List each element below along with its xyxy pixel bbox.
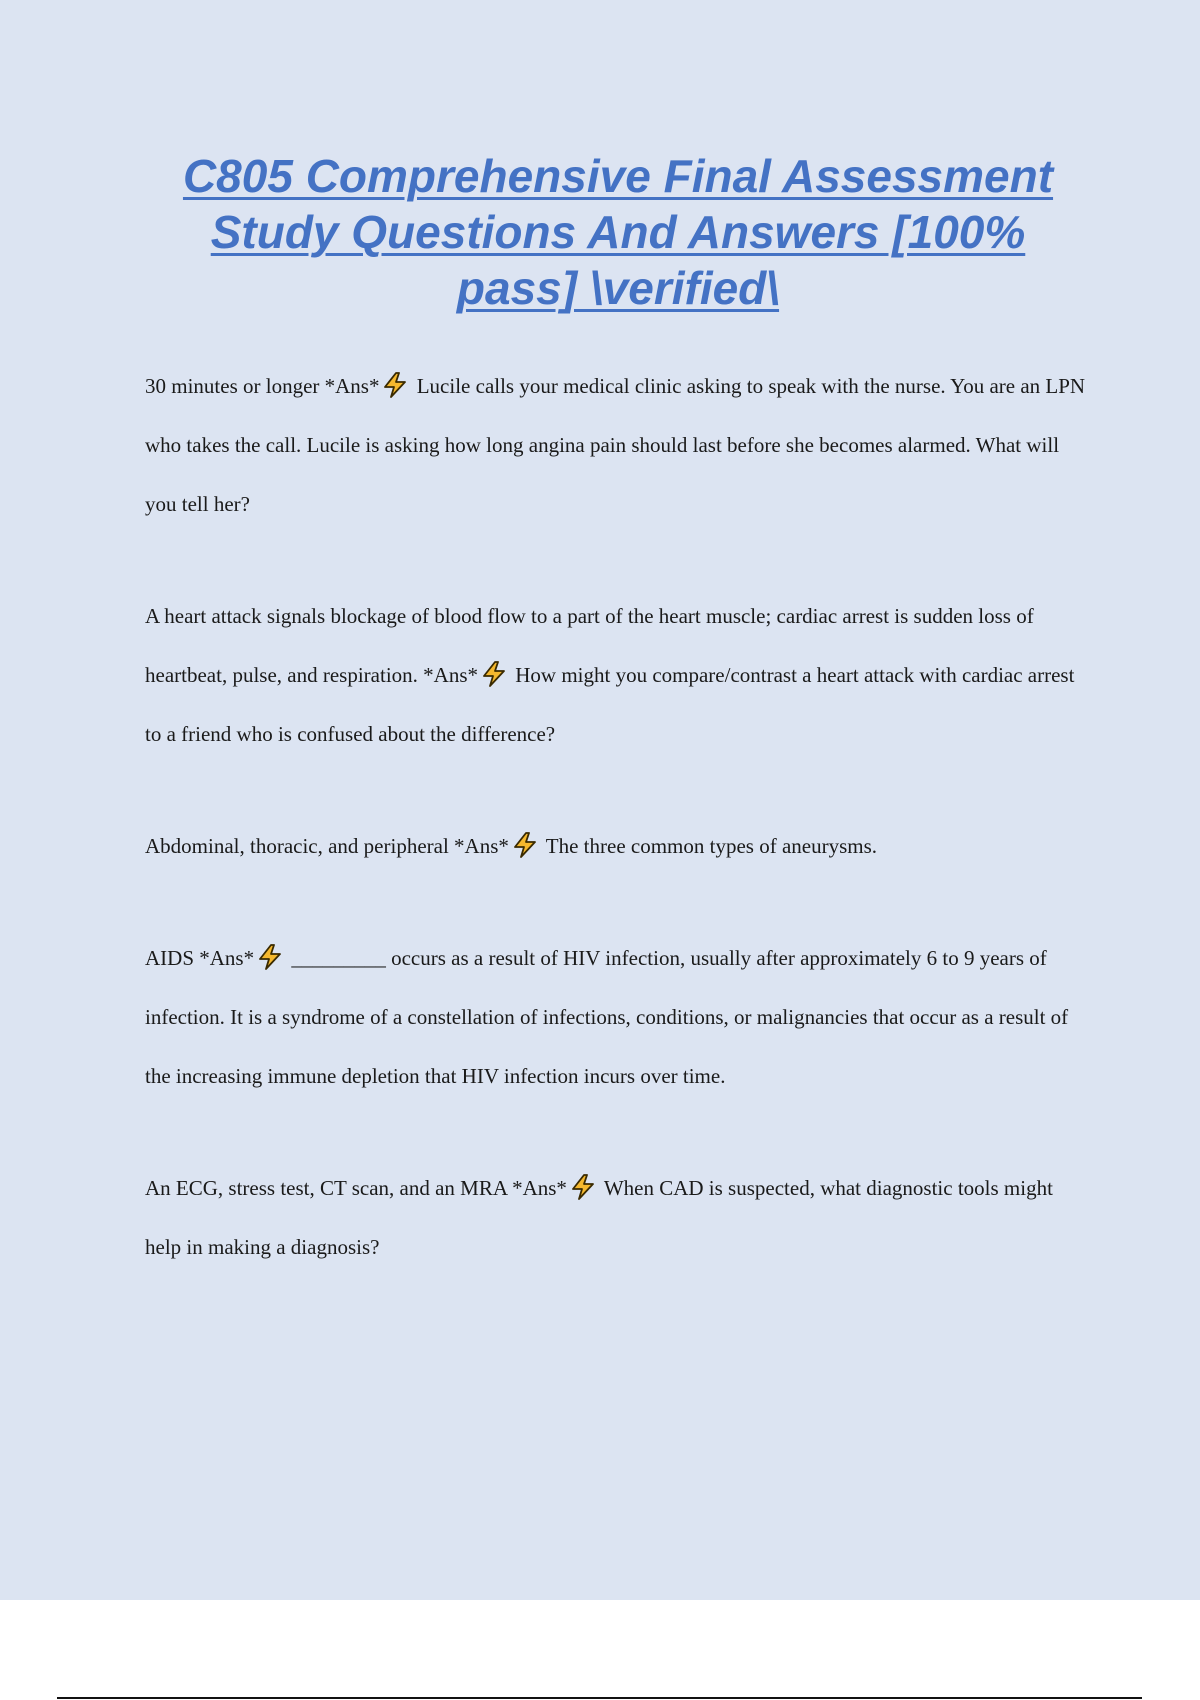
qa-item-3: [145, 817, 1090, 876]
lightning-bolt-icon: [510, 832, 540, 858]
qa-question: Lucile calls your medical clinic asking to speak with the nurse. You are an LPN who takes the call. Lucile is asking how long angina pain should last before she becomes alarmed. What will you tell her?: [145, 374, 1086, 516]
lightning-bolt-icon: [479, 661, 509, 687]
qa-answer: A heart attack signals blockage of blood flow to a part of the heart muscle; cardiac arrest is sudden loss of heartbeat, pulse, and respiration. *Ans*: [145, 604, 1034, 687]
qa-question: The three common types of aneurysms.: [545, 834, 878, 858]
document-title: C805 Comprehensive Final Assessment Study Questions And Answers [100% pass] \verified\: [182, 150, 1054, 314]
lightning-bolt-icon: [568, 1174, 598, 1200]
qa-answer: Abdominal, thoracic, and peripheral *Ans*: [145, 834, 509, 858]
qa-item-2: [145, 587, 1090, 764]
qa-question: _________ occurs as a result of HIV infection, usually after approximately 6 to 9 years of infection. It is a syndrome of a constellation of infections, conditions, or malignancies that occur as a result of the increasing immune depletion that HIV infection incurs over time.: [145, 946, 1069, 1088]
qa-item-4: [145, 929, 1090, 1106]
footer-divider: [57, 1697, 1142, 1699]
qa-question: When CAD is suspected, what diagnostic tools might help in making a diagnosis?: [145, 1176, 1053, 1259]
qa-list: [145, 357, 1090, 1330]
qa-answer: AIDS *Ans*: [145, 946, 255, 970]
lightning-bolt-icon: [380, 372, 410, 398]
qa-answer: An ECG, stress test, CT scan, and an MRA *Ans*: [145, 1176, 567, 1200]
qa-answer: 30 minutes or longer *Ans*: [145, 374, 380, 398]
qa-question: How might you compare/contrast a heart attack with cardiac arrest to a friend who is confused about the difference?: [145, 663, 1075, 746]
qa-item-1: [145, 357, 1090, 534]
lightning-bolt-icon: [255, 944, 285, 970]
qa-item-5: [145, 1159, 1090, 1277]
